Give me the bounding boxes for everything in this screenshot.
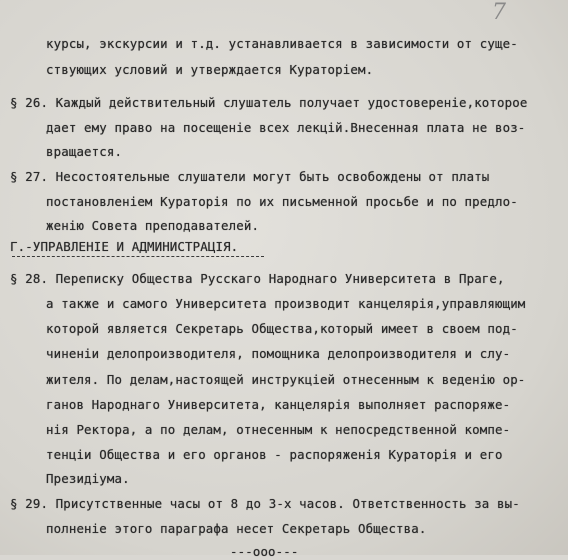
text-line: жителя. По делам,настоящей инструкціей отнесенным к веденію ор- <box>46 372 526 387</box>
text-line: ствующих условий и утверждается Кураторіем. <box>46 62 374 77</box>
page-number: 7 <box>492 0 506 25</box>
text-line: тенціи Общества и его органов - распоряженія Кураторія и его <box>46 447 503 462</box>
text-line: ганов Народнаго Университета, канцелярія выполняет распоряже- <box>46 397 511 412</box>
text-line: Президіума. <box>46 471 130 486</box>
section-heading: Г.-УПРАВЛЕНІЕ И АДМИНИСТРАЦІЯ. <box>10 239 239 254</box>
text-line: чиненіи делопроизводителя, помощника делопроизводителя и слу- <box>46 346 511 361</box>
paragraph-27-line: § 27. Несостоятельные слушатели могут быть освобождены от платы <box>10 169 490 184</box>
text-line: курсы, экскурсии и т.д. устанавливается в зависимости от суще- <box>46 36 518 51</box>
text-line: которой является Секретарь Общества,который имеет в своем под- <box>46 321 518 336</box>
text-line: а также и самого Университета производит канцелярія,управляющим <box>46 296 526 311</box>
text-line: дает ему право на посещеніе всех лекцій.Внесенная плата не воз- <box>46 120 526 135</box>
text-line: полненіе этого параграфа несет Секретарь Общества. <box>46 521 427 536</box>
paragraph-29-line: § 29. Присутственные часы от 8 до 3-х часов. Ответственность за вы- <box>10 496 520 511</box>
paragraph-28-line: § 28. Переписку Общества Русскаго Народнаго Университета в Праге, <box>10 271 505 286</box>
text-line: женію Совета преподавателей. <box>46 218 260 233</box>
text-line: нія Ректора, а по делам, отнесенным к непосредственной компе- <box>46 422 511 437</box>
section-heading-underline <box>12 256 264 257</box>
paragraph-26-line: § 26. Каждый действительный слушатель получает удостовереніе,которое <box>10 95 528 110</box>
text-line: вращается. <box>46 144 123 159</box>
text-line: постановленіем Кураторія по их письменной просьбе и по предло- <box>46 194 518 209</box>
end-mark: ---ooo--- <box>230 544 299 559</box>
